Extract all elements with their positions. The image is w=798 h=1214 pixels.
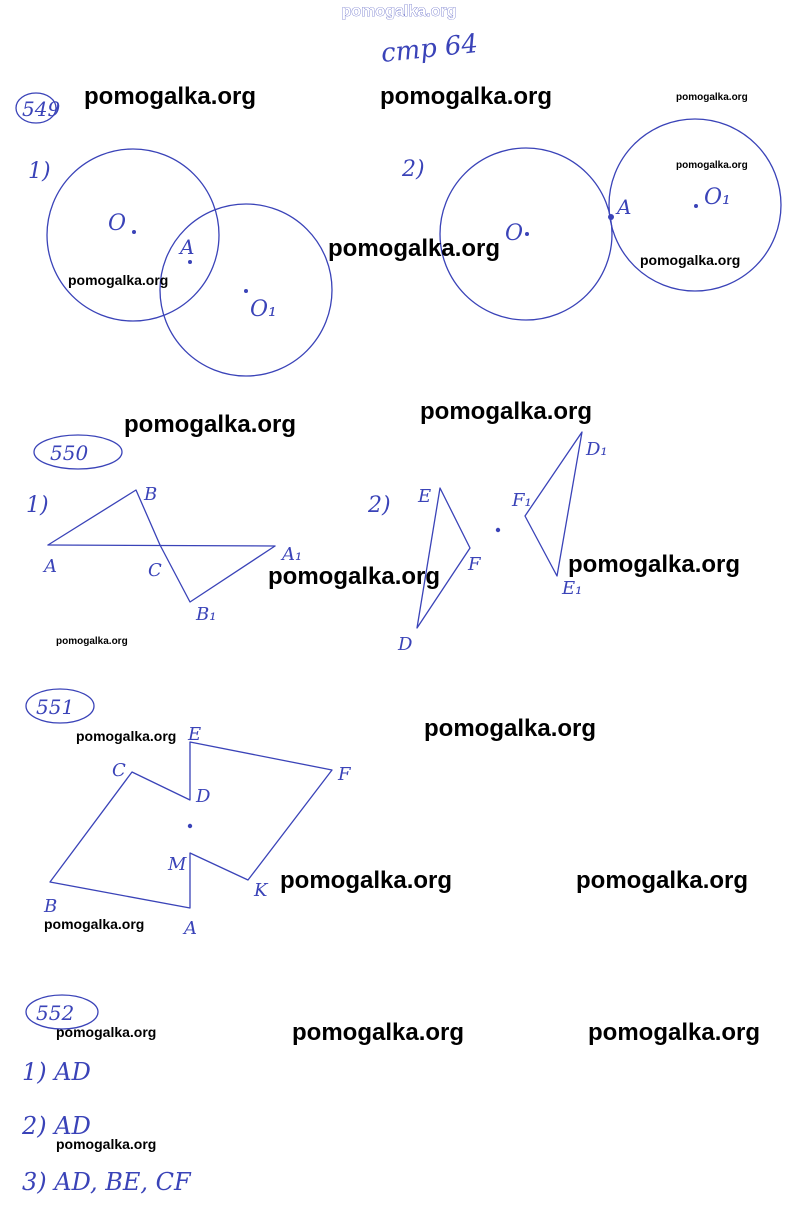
watermark: pomogalka.org	[56, 636, 128, 647]
watermark: pomogalka.org	[76, 728, 177, 744]
label-e: E	[188, 724, 202, 745]
site-link[interactable]: pomogalka.org	[341, 3, 457, 20]
triangle-a1b1c	[160, 545, 275, 602]
watermark: pomogalka.org	[68, 272, 169, 288]
center-o1	[244, 289, 248, 293]
watermark: pomogalka.org	[280, 867, 453, 894]
watermark: pomogalka.org	[56, 1024, 157, 1040]
watermark: pomogalka.org	[588, 1019, 761, 1046]
label-b1: B₁	[196, 604, 217, 625]
label-a: A	[617, 195, 632, 219]
figure-550-2	[367, 432, 608, 655]
label-a: A	[184, 918, 197, 939]
answer-1: 1) AD	[22, 1058, 91, 1086]
figure-550-1	[26, 484, 302, 625]
label-d1: D₁	[586, 439, 608, 460]
label-c: C	[112, 760, 126, 781]
watermark: pomogalka.org	[424, 715, 597, 742]
answer-3: 3) AD, BE, CF	[22, 1168, 191, 1196]
symmetry-center	[188, 824, 192, 828]
label-o1: O₁	[250, 297, 277, 322]
center-o1	[694, 204, 698, 208]
watermark: pomogalka.org	[568, 551, 741, 578]
label-o1: O₁	[704, 185, 731, 210]
watermark: pomogalka.org	[84, 83, 257, 110]
label-d: D	[398, 634, 413, 655]
label-o: O	[505, 221, 524, 246]
label-b: B	[144, 484, 158, 505]
watermark: pomogalka.org	[676, 92, 748, 103]
part-label: 1)	[26, 493, 49, 518]
label-m: M	[168, 854, 187, 875]
symmetry-center	[496, 528, 500, 532]
problem-551	[26, 689, 352, 939]
watermark: pomogalka.org	[44, 916, 145, 932]
label-f: F	[338, 764, 351, 785]
triangle-def	[417, 488, 470, 628]
page-note: стр 64	[379, 28, 480, 69]
center-o	[525, 232, 529, 236]
problem-number: 551	[36, 695, 75, 719]
point-a	[608, 214, 614, 220]
watermark: pomogalka.org	[268, 563, 441, 590]
part-label: 2)	[368, 493, 391, 518]
label-e: E	[418, 486, 432, 507]
watermark: pomogalka.org	[640, 252, 741, 268]
watermark: pomogalka.org	[576, 867, 749, 894]
watermark: pomogalka.org	[292, 1019, 465, 1046]
label-e1: E₁	[562, 578, 583, 599]
label-d: D	[196, 786, 211, 807]
watermark: pomogalka.org	[420, 398, 593, 425]
segment-aa1	[48, 545, 275, 546]
problem-number: 549	[22, 97, 61, 121]
problem-number: 552	[36, 1001, 75, 1025]
watermark: pomogalka.org	[676, 160, 748, 171]
watermark: pomogalka.org	[380, 83, 553, 110]
watermark: pomogalka.org	[328, 235, 501, 262]
watermark: pomogalka.org	[56, 1136, 157, 1152]
point-a	[188, 260, 192, 264]
figure-549-2	[401, 119, 781, 320]
label-a: A	[180, 235, 195, 259]
watermark: pomogalka.org	[124, 411, 297, 438]
label-f1: F₁	[512, 490, 532, 511]
label-a1: A₁	[282, 544, 303, 565]
problem-550	[26, 432, 608, 655]
part-label: 2)	[402, 157, 425, 182]
answer-2: 2) AD	[22, 1112, 91, 1140]
problem-number: 550	[50, 441, 89, 465]
figure-549-1	[28, 149, 332, 376]
label-b: B	[44, 896, 58, 917]
part-label: 1)	[28, 159, 51, 184]
label-c: C	[148, 560, 162, 581]
label-f: F	[468, 554, 481, 575]
label-k: K	[254, 880, 268, 901]
center-o	[132, 230, 136, 234]
label-a: A	[44, 556, 57, 577]
label-o: O	[108, 211, 127, 236]
